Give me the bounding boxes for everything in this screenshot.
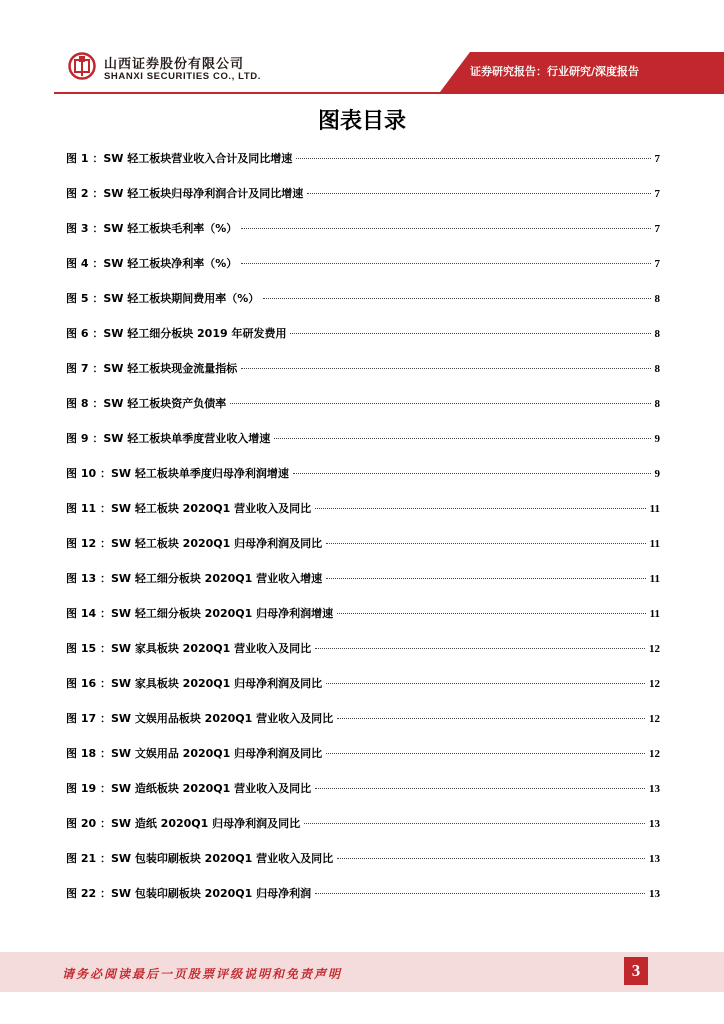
toc-entry-page: 13 xyxy=(649,888,660,900)
toc-entry-page: 7 xyxy=(654,188,660,200)
toc-entry[interactable] xyxy=(66,710,660,728)
toc-dot-leader xyxy=(296,158,650,159)
toc-dot-leader xyxy=(315,788,645,789)
company-name-cn: 山西证券股份有限公司 xyxy=(104,57,245,72)
toc-entry[interactable] xyxy=(66,640,660,658)
toc-dot-leader xyxy=(230,403,650,404)
company-name-en: SHANXI SECURITIES CO., LTD. xyxy=(104,71,261,82)
toc-dot-leader xyxy=(326,578,645,579)
page-title: 图表目录 xyxy=(317,109,406,134)
toc-dot-leader xyxy=(337,613,645,614)
toc-entry-label: 图 9 ：SW 轻工板块单季度营业收入增速 xyxy=(66,432,271,445)
toc-entry-page: 11 xyxy=(649,503,660,515)
toc-entry-page: 12 xyxy=(649,713,660,725)
toc-entry-page: 9 xyxy=(654,468,660,480)
toc-entry-label: 图 14 ：SW 轻工细分板块 2020Q1 归母净利润增速 xyxy=(66,607,334,620)
toc-entry[interactable] xyxy=(66,465,660,483)
toc-entry-page: 13 xyxy=(649,818,660,830)
toc-entry[interactable] xyxy=(66,605,660,623)
toc-entry-label: 图 4 ：SW 轻工板块净利率（%） xyxy=(66,257,238,270)
toc-entry-label: 图 7 ：SW 轻工板块现金流量指标 xyxy=(66,362,238,375)
toc-entry-label: 图 11 ：SW 轻工板块 2020Q1 营业收入及同比 xyxy=(66,502,312,515)
toc-entry-page: 8 xyxy=(654,363,660,375)
toc-entry-label: 图 17 ：SW 文娱用品板块 2020Q1 营业收入及同比 xyxy=(66,712,334,725)
header-divider xyxy=(54,92,724,94)
toc-entry-label: 图 16 ：SW 家具板块 2020Q1 归母净利润及同比 xyxy=(66,677,323,690)
disclaimer-text: 请务必阅读最后一页股票评级说明和免责声明 xyxy=(62,967,343,981)
toc-dot-leader xyxy=(274,438,650,439)
toc-entry-page: 12 xyxy=(649,678,660,690)
toc-dot-leader xyxy=(326,543,645,544)
toc-entry-page: 7 xyxy=(654,258,660,270)
toc-entry[interactable] xyxy=(66,430,660,448)
toc-entry-label: 图 19 ：SW 造纸板块 2020Q1 营业收入及同比 xyxy=(66,782,312,795)
toc-entry-label: 图 20 ：SW 造纸 2020Q1 归母净利润及同比 xyxy=(66,817,301,830)
toc-entry[interactable] xyxy=(66,745,660,763)
toc-entry-page: 12 xyxy=(649,748,660,760)
toc-entry-page: 13 xyxy=(649,783,660,795)
toc-entry[interactable] xyxy=(66,185,660,203)
toc-entry-label: 图 2 ：SW 轻工板块归母净利润合计及同比增速 xyxy=(66,187,304,200)
report-type-label: 证券研究报告：行业研究/深度报告 xyxy=(470,65,640,78)
toc-dot-leader xyxy=(293,473,651,474)
toc-entry-label: 图 5 ：SW 轻工板块期间费用率（%） xyxy=(66,292,260,305)
toc-entry-label: 图 10 ：SW 轻工板块单季度归母净利润增速 xyxy=(66,467,289,480)
toc-entry-label: 图 13 ：SW 轻工细分板块 2020Q1 营业收入增速 xyxy=(66,572,323,585)
toc-dot-leader xyxy=(337,858,645,859)
toc-entry-label: 图 3 ：SW 轻工板块毛利率（%） xyxy=(66,222,238,235)
toc-entry-page: 13 xyxy=(649,853,660,865)
toc-entry[interactable] xyxy=(66,150,660,168)
toc-dot-leader xyxy=(315,508,645,509)
toc-dot-leader xyxy=(241,368,650,369)
toc-entry-label: 图 12 ：SW 轻工板块 2020Q1 归母净利润及同比 xyxy=(66,537,323,550)
toc-dot-leader xyxy=(241,263,650,264)
toc-entry-page: 11 xyxy=(649,608,660,620)
toc-entry-page: 11 xyxy=(649,573,660,585)
toc-entry-page: 7 xyxy=(654,153,660,165)
company-logo-icon xyxy=(68,52,96,80)
toc-entry-label: 图 6 ：SW 轻工细分板块 2019 年研发费用 xyxy=(66,327,287,340)
toc-entry[interactable] xyxy=(66,780,660,798)
toc-entry[interactable] xyxy=(66,325,660,343)
toc-dot-leader xyxy=(326,753,645,754)
toc-entry-page: 9 xyxy=(654,433,660,445)
toc-dot-leader xyxy=(290,333,650,334)
page-number: 3 xyxy=(624,957,648,985)
toc-entry-page: 8 xyxy=(654,293,660,305)
toc-entry[interactable] xyxy=(66,535,660,553)
toc-entry[interactable] xyxy=(66,850,660,868)
toc-entry-page: 8 xyxy=(654,328,660,340)
page-header xyxy=(0,0,724,100)
toc-dot-leader xyxy=(263,298,650,299)
toc-entry-page: 8 xyxy=(654,398,660,410)
toc-entry[interactable] xyxy=(66,570,660,588)
toc-entry-label: 图 21 ：SW 包装印刷板块 2020Q1 营业收入及同比 xyxy=(66,852,334,865)
toc-entry-label: 图 15 ：SW 家具板块 2020Q1 营业收入及同比 xyxy=(66,642,312,655)
toc-dot-leader xyxy=(337,718,645,719)
toc-dot-leader xyxy=(315,648,645,649)
toc-dot-leader xyxy=(304,823,645,824)
toc-entry[interactable] xyxy=(66,220,660,238)
toc-entry-label: 图 22 ：SW 包装印刷板块 2020Q1 归母净利润 xyxy=(66,887,312,900)
toc-entry[interactable] xyxy=(66,395,660,413)
toc-entry[interactable] xyxy=(66,360,660,378)
toc-dot-leader xyxy=(241,228,650,229)
toc-entry[interactable] xyxy=(66,290,660,308)
toc-entry-page: 12 xyxy=(649,643,660,655)
toc-entry-page: 7 xyxy=(654,223,660,235)
toc-dot-leader xyxy=(326,683,645,684)
toc-entry[interactable] xyxy=(66,815,660,833)
toc-entry-page: 11 xyxy=(649,538,660,550)
toc-dot-leader xyxy=(307,193,650,194)
toc-entry-label: 图 8 ：SW 轻工板块资产负债率 xyxy=(66,397,227,410)
toc-entry-label: 图 18 ：SW 文娱用品 2020Q1 归母净利润及同比 xyxy=(66,747,323,760)
toc-entry-label: 图 1 ：SW 轻工板块营业收入合计及同比增速 xyxy=(66,152,293,165)
toc-dot-leader xyxy=(315,893,645,894)
toc-entry[interactable] xyxy=(66,885,660,903)
toc-entry[interactable] xyxy=(66,675,660,693)
toc-entry[interactable] xyxy=(66,255,660,273)
toc-entry[interactable] xyxy=(66,500,660,518)
